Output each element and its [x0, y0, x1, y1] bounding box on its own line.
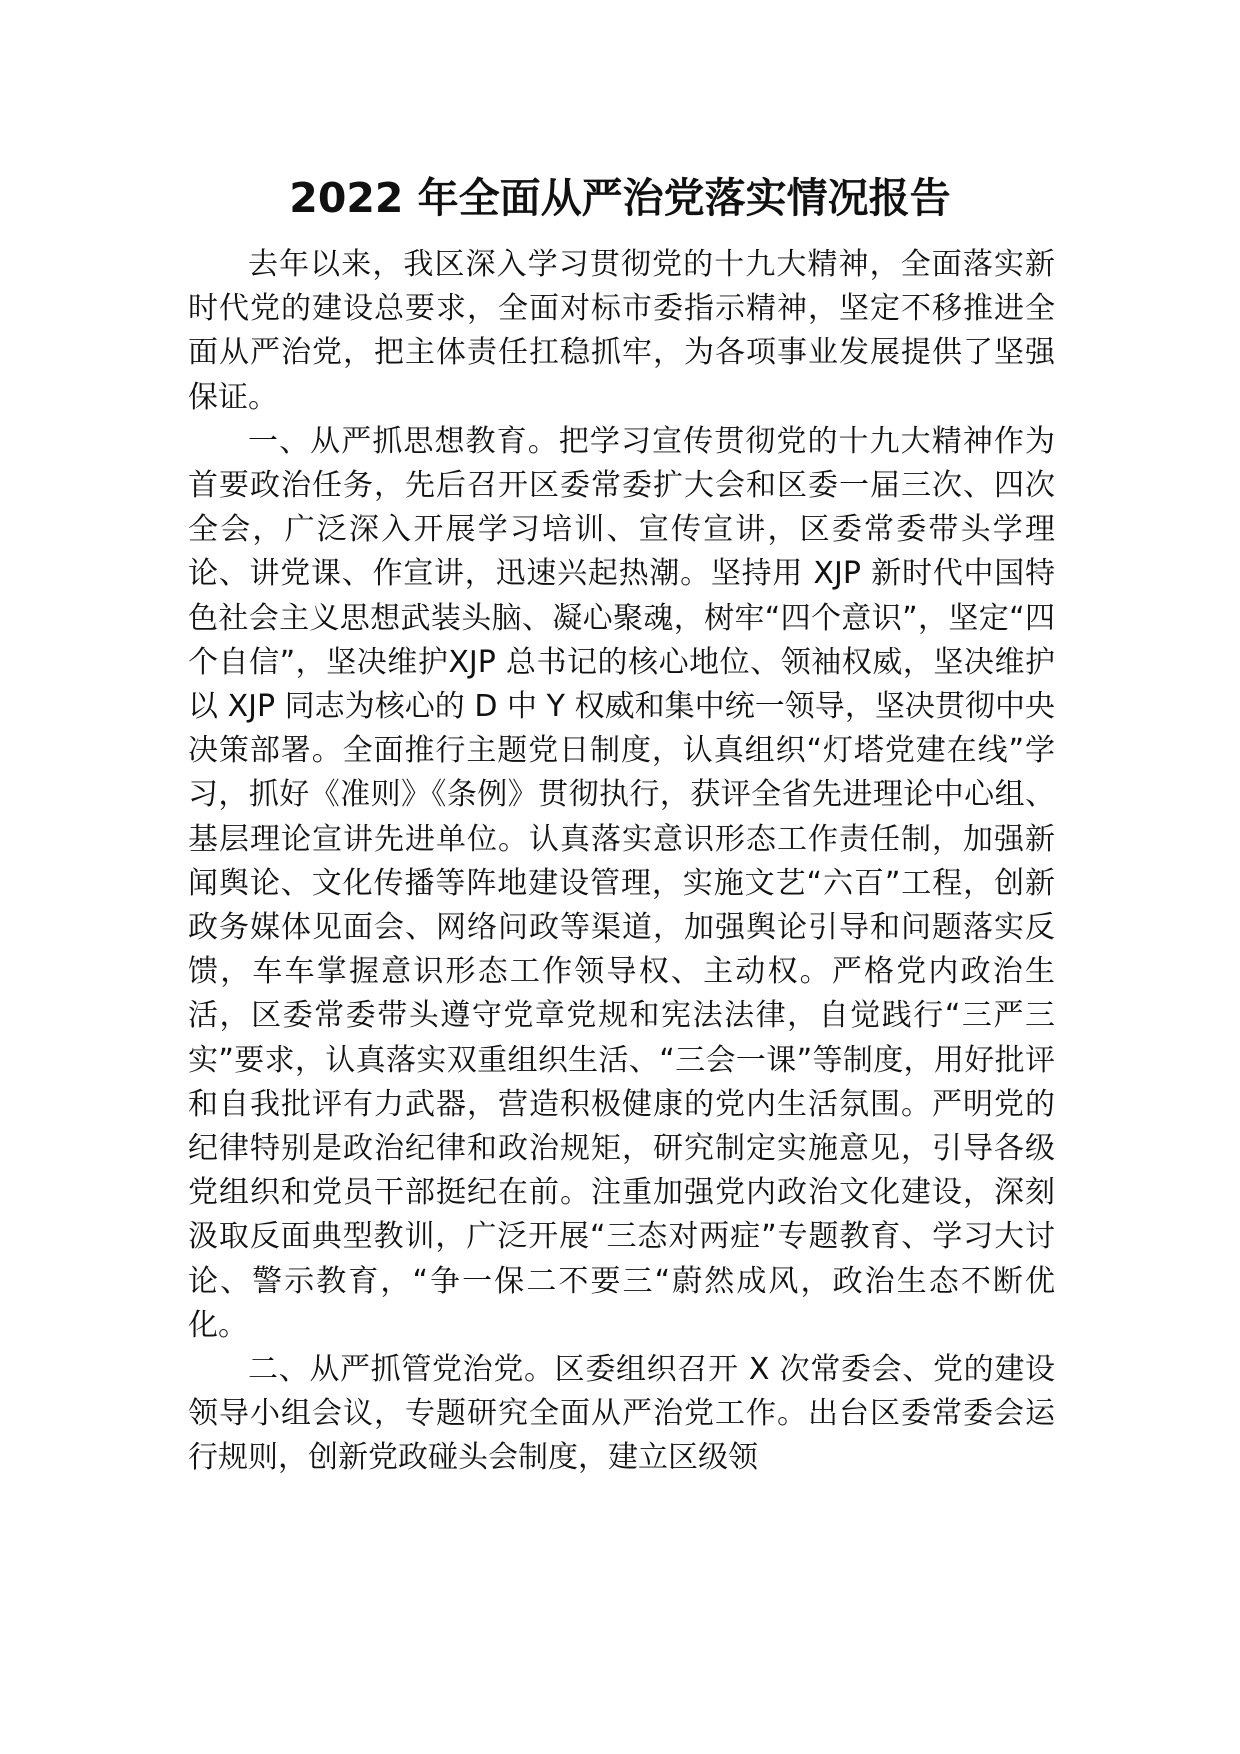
paragraph-section-2: 二、从严抓管党治党。区委组织召开 X 次常委会、党的建设领导小组会议，专题研究全面从严治党工作。出台区委常委会运行规则，创新党政碰头会制度，建立区级领: [188, 1352, 1055, 1476]
paragraph-intro: 去年以来，我区深入学习贯彻党的十九大精神，全面落实新时代党的建设总要求，全面对标市委指示精神，坚定不移推进全面从严治党，把主体责任扛稳抓牢，为各项事业发展提供了坚强保证。: [188, 247, 1055, 415]
paragraph-section-1: 一、从严抓思想教育。把学习宣传贯彻党的十九大精神作为首要政治任务，先后召开区委常委扩大会和区委一届三次、四次全会，广泛深入开展学习培训、宣传宣讲，区委常委带头学理论、讲党课、作宣讲，迅速兴起热潮。坚持用 XJP 新时代中国特色社会主义思想武装头脑、凝心聚魂，树牢“四个意识”，坚定“四个自信”，坚决维护XJP 总书记的核心地位、领袖权威，坚决维护以 XJP 同志为核心的 D 中 Y 权威和集中统一领导，坚决贯彻中央决策部署。全面推行主题党日制度，认真组织“灯塔党建在线”学习，抓好《准则》《条例》贯彻执行，获评全省先进理论中心组、基层理论宣讲先进单位。认真落实意识形态工作责任制，加强新闻舆论、文化传播等阵地建设管理，实施文艺“六百”工程，创新政务媒体见面会、网络问政等渠道，加强舆论引导和问题落实反馈，车车掌握意识形态工作领导权、主动权。严格党内政治生活，区委常委带头遵守党章党规和宪法法律，自觉践行“三严三实”要求，认真落实双重组织生活、“三会一课”等制度，用好批评和自我批评有力武器，营造积极健康的党内生活氛围。严明党的纪律特别是政治纪律和政治规矩，研究制定实施意见，引导各级党组织和党员干部挺纪在前。注重加强党内政治文化建设，深刻汲取反面典型教训，广泛开展“三态对两症”专题教育、学习大讨论、警示教育，“争一保二不要三“蔚然成风，政治生态不断优化。: [188, 423, 1055, 1343]
document-title: 2022 年全面从严治党落实情况报告: [289, 174, 951, 222]
document-body: [188, 243, 1055, 1481]
